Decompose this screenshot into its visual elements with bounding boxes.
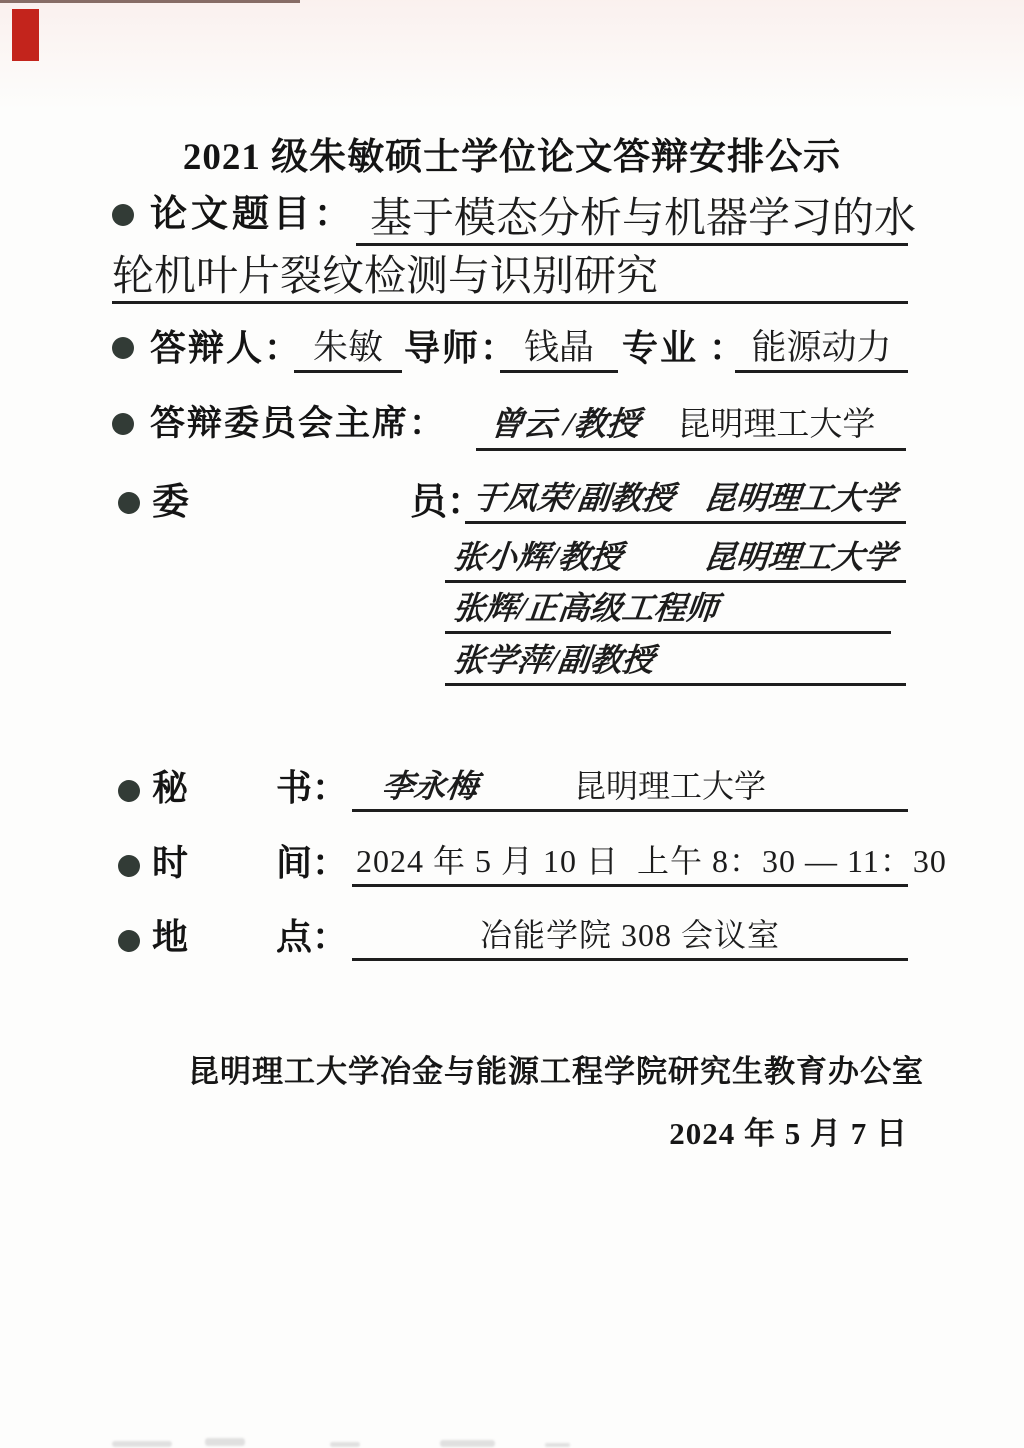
- major-value: 能源动力: [735, 325, 908, 373]
- member-affiliation: 昆明理工大学: [702, 480, 898, 517]
- chair-name: 曾云 /教授: [488, 407, 642, 444]
- scan-smudge: [205, 1438, 245, 1446]
- committee-label-left: 委: [152, 482, 189, 523]
- scan-smudge: [330, 1442, 360, 1447]
- page-title: 2021 级朱敏硕士学位论文答辩安排公示: [182, 137, 842, 178]
- committee-member-row: [465, 474, 906, 524]
- major-label: 专业 ：: [622, 328, 748, 368]
- time-value: 2024 年 5 月 10 日 上午 8：30 — 11：30: [352, 837, 908, 887]
- defender-label: 答辩人：: [150, 328, 303, 368]
- location-label-left: 地: [152, 917, 189, 957]
- location-value: 冶能学院 308 会议室: [352, 911, 908, 961]
- advisor-name: 钱晶: [500, 325, 618, 373]
- committee-member-row: [445, 533, 906, 583]
- bullet-icon: [118, 780, 140, 802]
- committee-member-row: [445, 585, 891, 634]
- location-label-right: 点：: [276, 917, 349, 957]
- member-name: 张小辉/教授: [451, 539, 624, 576]
- chair-label: 答辩委员会主席：: [150, 404, 447, 443]
- secretary-affiliation: 昆明理工大学: [574, 768, 767, 805]
- thesis-label: 论文题目：: [150, 194, 355, 235]
- defender-name: 朱敏: [294, 325, 402, 373]
- committee-member-row: [445, 636, 906, 686]
- secretary-value: [352, 762, 908, 812]
- thesis-title-line1: 基于模态分析与机器学习的水: [356, 184, 908, 246]
- member-name: 张辉/正高级工程师: [451, 590, 720, 627]
- chair-value: [476, 399, 906, 451]
- bullet-icon: [112, 204, 134, 226]
- scan-edge-line: [0, 0, 300, 3]
- bullet-icon: [112, 413, 134, 435]
- chair-affiliation: 昆明理工大学: [677, 407, 876, 444]
- scan-red-mark: [12, 9, 39, 61]
- secretary-label-left: 秘: [152, 768, 189, 808]
- bullet-icon: [118, 492, 140, 514]
- advisor-label: 导师：: [404, 328, 519, 368]
- bullet-icon: [118, 855, 140, 877]
- footer-office: 昆明理工大学冶金与能源工程学院研究生教育办公室: [188, 1054, 924, 1089]
- member-name: 于凤荣/副教授: [471, 480, 676, 517]
- member-affiliation: 昆明理工大学: [702, 539, 898, 576]
- time-label-left: 时: [152, 843, 189, 883]
- member-name: 张学萍/副教授: [451, 642, 656, 679]
- secretary-label-right: 书：: [276, 768, 349, 808]
- time-label-right: 间：: [276, 843, 349, 883]
- scan-smudge: [112, 1441, 172, 1447]
- scan-tint: [0, 0, 1024, 130]
- secretary-name: 李永梅: [380, 768, 480, 805]
- bullet-icon: [112, 337, 134, 359]
- bullet-icon: [118, 930, 140, 952]
- committee-label-right: 员：: [410, 482, 484, 523]
- scan-smudge: [440, 1440, 495, 1447]
- scan-smudge: [545, 1443, 570, 1447]
- thesis-title-line2: 轮机叶片裂纹检测与识别研究: [112, 244, 908, 304]
- footer-date: 2024 年 5 月 7 日: [669, 1116, 908, 1151]
